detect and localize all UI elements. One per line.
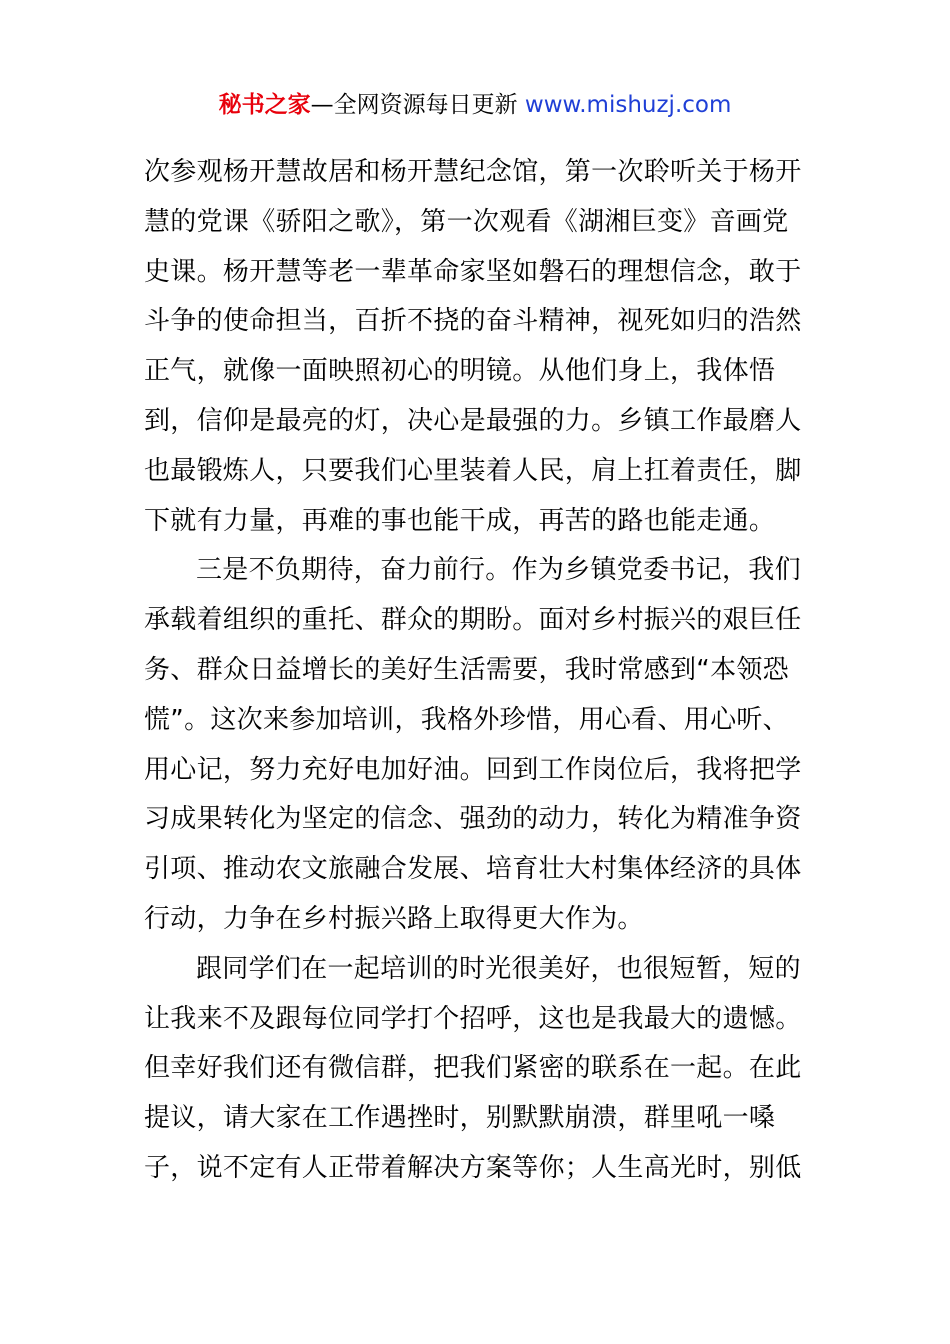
text-line: 子，说不定有人正带着解决方案等你；人生高光时，别低 bbox=[144, 1152, 802, 1183]
brand-name: 秘书之家 bbox=[218, 92, 311, 118]
text-line: 务、群众日益增长的美好生活需要，我时常感到“本领恐 bbox=[144, 654, 789, 685]
website-link[interactable]: www.mishuzj.com bbox=[524, 92, 732, 118]
text-line: 慧的党课《骄阳之歌》，第一次观看《湖湘巨变》音画党 bbox=[144, 206, 789, 237]
header-tagline: —全网资源每日更新 bbox=[310, 92, 525, 118]
text-line: 史课。杨开慧等老一辈革命家坚如磐石的理想信念，敢于 bbox=[144, 256, 802, 287]
text-line: 提议，请大家在工作遇挫时，别默默崩溃，群里吼一嗓 bbox=[144, 1103, 776, 1134]
text-line: 下就有力量，再难的事也能干成，再苦的路也能走通。 bbox=[144, 505, 776, 536]
text-line: 到，信仰是最亮的灯，决心是最强的力。乡镇工作最磨人 bbox=[144, 405, 802, 436]
page-header bbox=[0, 88, 950, 122]
text-line: 斗争的使命担当，百折不挠的奋斗精神，视死如归的浩然 bbox=[144, 306, 802, 337]
text-line: 次参观杨开慧故居和杨开慧纪念馆，第一次聆听关于杨开 bbox=[144, 157, 802, 187]
paragraph-start-line: 三是不负期待，奋力前行。作为乡镇党委书记，我们 bbox=[196, 555, 801, 586]
text-line: 也最锻炼人，只要我们心里装着人民，肩上扛着责任，脚 bbox=[144, 455, 802, 486]
text-line: 承载着组织的重托、群众的期盼。面对乡村振兴的艰巨任 bbox=[144, 605, 802, 636]
text-line: 用心记，努力充好电加好油。回到工作岗位后，我将把学 bbox=[144, 754, 802, 785]
text-line: 正气，就像一面映照初心的明镜。从他们身上，我体悟 bbox=[144, 356, 776, 387]
paragraph-start-line: 跟同学们在一起培训的时光很美好，也很短暂，短的 bbox=[196, 953, 801, 984]
text-line: 引项、推动农文旅融合发展、培育壮大村集体经济的具体 bbox=[144, 854, 802, 885]
text-line: 但幸好我们还有微信群，把我们紧密的联系在一起。在此 bbox=[144, 1053, 802, 1084]
document-body bbox=[144, 148, 808, 1194]
text-line: 行动，力争在乡村振兴路上取得更大作为。 bbox=[144, 903, 644, 934]
text-line: 慌”。这次来参加培训，我格外珍惜，用心看、用心听、 bbox=[144, 704, 789, 735]
text-line: 习成果转化为坚定的信念、强劲的动力，转化为精准争资 bbox=[144, 804, 802, 835]
text-line: 让我来不及跟每位同学打个招呼，这也是我最大的遗憾。 bbox=[144, 1003, 802, 1034]
